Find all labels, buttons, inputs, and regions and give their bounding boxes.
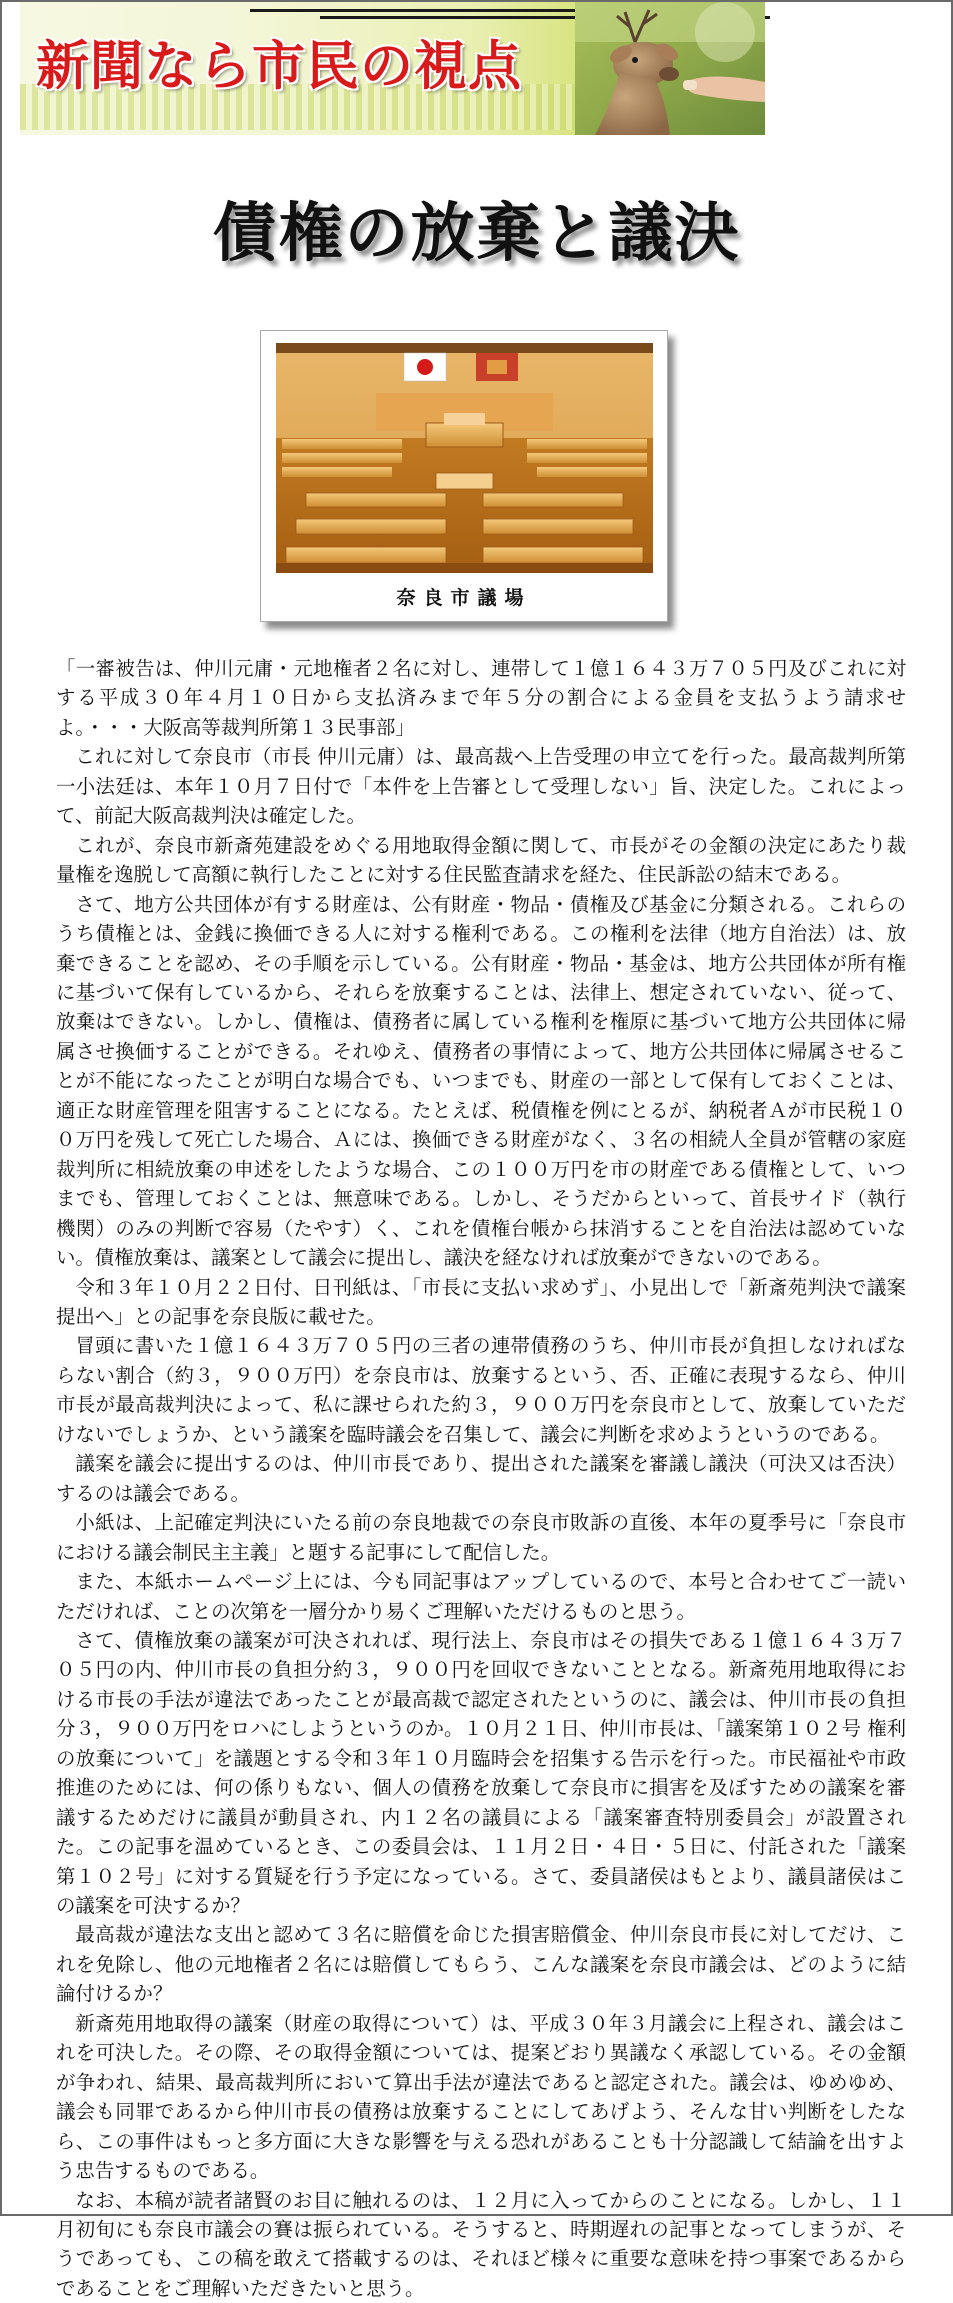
article-paragraph: 新斎苑用地取得の議案（財産の取得について）は、平成３０年３月議会に上程され、議会はこれを可決した。その際、その取得金額については、提案どおり異議なく承認している。その金額が争われ、結果、最高裁判所において算出手法が違法であると認定された。議会は、ゆめゆめ、議会も同罪であるから仲川市長の債務は放棄することにしてあげよう、そんな甘い判断をしたなら、この事件はもっと多方面に大きな影響を与える恐れがあることも十分認識して結論を出すよう忠告するものである。 [56, 2011, 906, 2183]
article-paragraph: これが、奈良市新斎苑建設をめぐる用地取得金額に関して、市長がその金額の決定にあたり裁量権を逸脱して高額に執行したことに対する住民監査請求を経た、住民訴訟の結末である。 [56, 833, 906, 887]
article-paragraph: 「一審被告は、仲川元庸・元地権者２名に対し、連帯して１億１６４３万７０５円及びこれに対する平成３０年４月１０日から支払済みまで年５分の割合による金員を支払うよう請求せよ。・・・大阪高等裁判所第１３民事部」 [56, 657, 906, 739]
headline: 債権の放棄と議決 [212, 197, 741, 271]
article-paragraph: さて、地方公共団体が有する財産は、公有財産・物品・債権及び基金に分類される。これらのうち債権とは、金銭に換価できる人に対する権利である。この権利を法律（地方自治法）は、放棄できることを認め、その手順を示している。公有財産・物品・基金は、地方公共団体が所有権に基づいて保有しているから、それらを放棄することは、法律上、想定されていない、従って、放棄はできない。しかし、債権は、債務者に属している権利を権原に基づいて地方公共団体に帰属させ換価することができる。それゆえ、債務者の事情によって、地方公共団体に帰属させることが不能になったことが明白な場合でも、いつまでも、財産の一部として保有しておくことは、適正な財産管理を阻害することになる。たとえば、税債権を例にとるが、納税者Ａが市民税１００万円を残して死亡した場合、Ａには、換価できる財産がなく、３名の相続人全員が管轄の家庭裁判所に相続放棄の申述をしたような場合、この１００万円を市の財産である債権として、いつまでも、管理しておくことは、無意味である。しかし、そうだからといって、首長サイド（執行機関）のみの判断で容易（たやす）く、これを債権台帳から抹消することを自治法は認めていない。債権放棄は、議案として議会に提出し、議決を経なければ放棄ができないのである。 [56, 892, 906, 1270]
article-paragraph: 冒頭に書いた１億１６４３万７０５円の三者の連帯債務のうち、仲川市長が負担しなければならない割合（約３，９００万円）を奈良市は、放棄するという、否、正確に表現するなら、仲川市長が最高裁判決によって、私に課せられた約３，９００万円を奈良市として、放棄していただけないでしょうか、という議案を臨時議会を召集して、議会に判断を求めようというのである。 [56, 1334, 906, 1446]
article-paragraph: さて、債権放棄の議案が可決されれば、現行法上、奈良市はその損失である１億１６４３万７０５円の内、仲川市長の負担分約３，９００円を回収できないこととなる。新斎苑用地取得における市長の手法が違法であったことが最高裁で認定されたというのに、議会は、仲川市長の負担分３，９００万円をロハにしようというのか。１０月２１日、仲川市長は、「議案第１０２号 権利の放棄について」を議題とする令和３年１０月臨時会を招集する告示を行った。市民福祉や市政推進のためには、何の係りもない、個人の債務を放棄して奈良市に損害を及ぼすための議案を審議するためだけに議員が動員され、内１２名の議員による「議案審査特別委員会」が設置された。この記事を温めているとき、この委員会は、１１月２日・４日・５日に、付託された「議案第１０２号」に対する質疑を行う予定になっている。さて、委員諸侯はもとより、議員諸侯はこの議案を可決するか？ [56, 1628, 906, 1918]
nara-city-council-chamber-photo [276, 343, 653, 573]
photo-caption: 奈良市議場 [396, 587, 532, 609]
article-paragraph: 議案を議会に提出するのは、仲川市長であり、提出された議案を審議し議決（可決又は否決）するのは議会である。 [56, 1452, 906, 1505]
article-paragraph: また、本紙ホームページ上には、今も同記事はアップしているので、本号と合わせてご一読いただければ、ことの次第を一層分かり易くご理解いただけるものと思う。 [56, 1570, 906, 1623]
article-paragraph: 最高裁が違法な支出と認めて３名に賠償を命じた損害賠償金、仲川奈良市長に対してだけ、これを免除し、他の元地権者２名には賠償してもらう、こんな議案を奈良市議会は、どのように結論付けるか？ [56, 1923, 906, 2006]
banner [20, 2, 765, 135]
deer-feeding-photo [575, 2, 765, 135]
article-paragraph: 小紙は、上記確定判決にいたる前の奈良地裁での奈良市敗訴の直後、本年の夏季号に「奈良市における議会制民主主義」と題する記事にして配信した。 [56, 1511, 906, 1564]
article-body [56, 654, 906, 2303]
photo-frame [260, 330, 668, 622]
article-paragraph: 令和３年１０月２２日付、日刊紙は、「市長に支払い求めず」、小見出しで「新斎苑判決で議案提出へ」との記事を奈良版に載せた。 [56, 1275, 906, 1328]
banner-title: 新聞なら市民の視点 [36, 36, 522, 97]
article-paragraph: なお、本稿が読者諸賢のお目に触れるのは、１２月に入ってからのことになる。しかし、１１月初旬にも奈良市議会の賽は振られている。そうすると、時期遅れの記事となってしまうが、そうであっても、この稿を敢えて搭載するのは、それほど様々に重要な意味を持つ事案であるからであることをご理解いただきたいと思う。 [56, 2188, 906, 2300]
article-paragraph: これに対して奈良市（市長 仲川元庸）は、最高裁へ上告受理の申立てを行った。最高裁判所第一小法廷は、本年１０月７日付で「本件を上告審として受理しない」旨、決定した。これによって、前記大阪高裁判決は確定した。 [56, 745, 906, 828]
